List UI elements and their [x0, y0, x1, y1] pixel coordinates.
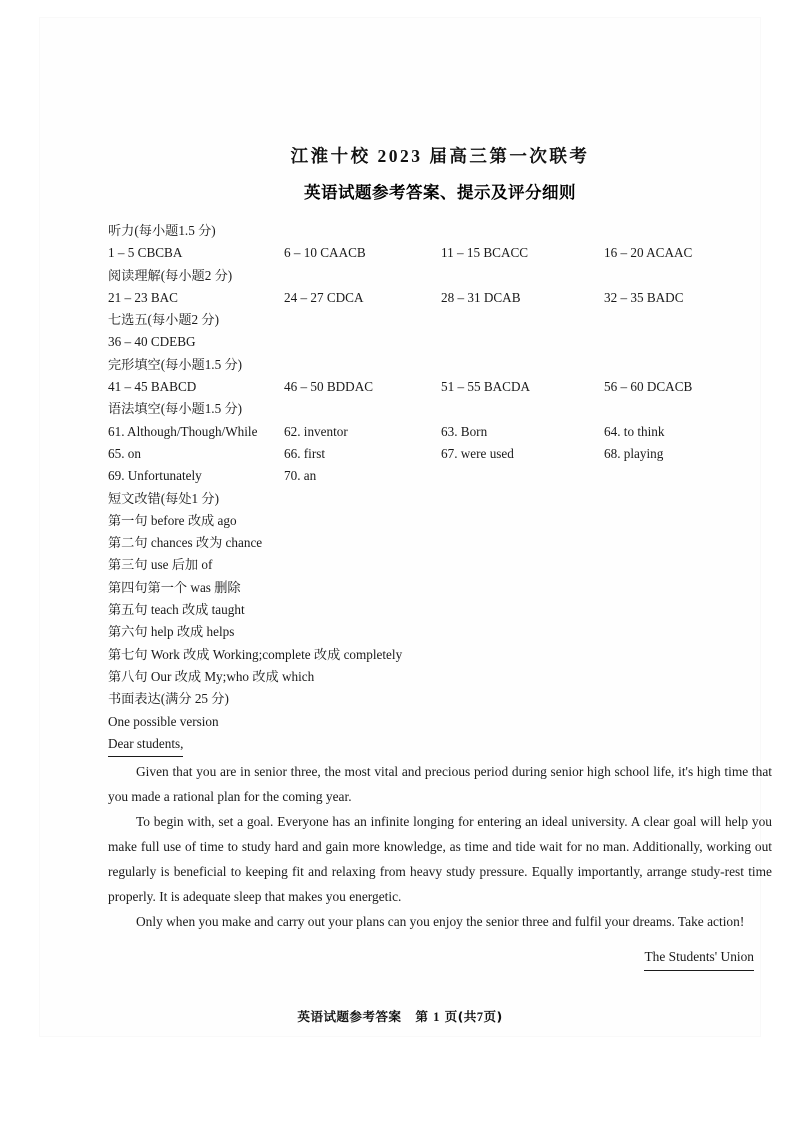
footer-total-pages: 7 [476, 1010, 484, 1024]
answer-cell: 61. Although/Though/While [108, 423, 258, 439]
answer-row-grammar-1 [108, 421, 772, 443]
answer-cell: 46 – 50 BDDAC [284, 379, 374, 395]
section-heading-listening: 听力(每小题1.5 分) [108, 223, 216, 238]
answer-row-cloze [108, 376, 772, 398]
answer-cell: 66. first [284, 445, 326, 461]
page-footer [40, 1006, 760, 1025]
answer-cell: 64. to think [604, 423, 665, 439]
answer-cell: 21 – 23 BAC [108, 289, 178, 305]
error-correction-item: 第四句第一个 was 删除 [108, 579, 241, 595]
footer-page-number: 1 [433, 1010, 440, 1024]
answer-cell: 24 – 27 CDCA [284, 289, 364, 305]
section-heading-writing: 书面表达(满分 25 分) [108, 691, 229, 707]
answer-cell: 16 – 20 ACAAC [604, 245, 693, 261]
section-heading-grammar-fill: 语法填空(每小题1.5 分) [108, 401, 243, 417]
writing-paragraph: Only when you make and carry out your plans can you enjoy the senior three and fulfil your dreams. Take action! [136, 914, 745, 930]
answer-cell: 63. Born [441, 423, 488, 439]
answer-cell: 70. an [284, 468, 317, 484]
answer-cell: 62. inventor [284, 423, 348, 439]
section-heading-error-correction: 短文改错(每处1 分) [108, 490, 219, 506]
writing-signature-wrap [108, 944, 772, 971]
section-heading-cloze: 完形填空(每小题1.5 分) [108, 356, 243, 372]
error-correction-item: 第八句 Our 改成 My;who 改成 which [108, 668, 315, 684]
answer-cell: 69. Unfortunately [108, 468, 202, 484]
answer-row-grammar-3 [108, 465, 772, 487]
footer-page-prefix: 第 [415, 1009, 429, 1024]
footer-page-suffix: 页(共 [444, 1009, 477, 1024]
page-title-main: 江淮十校 2023 届高三第一次联考 [290, 146, 590, 166]
answer-cell: 41 – 45 BABCD [108, 379, 197, 395]
error-correction-item: 第五句 teach 改成 taught [108, 602, 245, 618]
answer-cell: 56 – 60 DCACB [604, 379, 693, 395]
error-correction-item: 第二句 chances 改为 chance [108, 535, 263, 551]
document-body [108, 143, 772, 971]
writing-paragraph: To begin with, set a goal. Everyone has an infinite longing for entering an ideal university. A clear goal will help you make full use of time to study hard and gain more knowledge, as time and tide wait for no man. Additionally, working out regularly is beneficial to keeping fit and relaxing from heavy study pressure. Equally importantly, arrange study-rest time properly. It is adequate sleep that makes you energetic. [108, 814, 772, 905]
answer-cell: 11 – 15 BCACC [441, 245, 529, 261]
error-correction-item: 第七句 Work 改成 Working;complete 改成 completely [108, 646, 403, 662]
answer-cell: 36 – 40 CDEBG [108, 334, 196, 350]
error-correction-item: 第六句 help 改成 helps [108, 624, 235, 640]
footer-page-end: 页) [483, 1009, 503, 1024]
writing-version-label: One possible version [108, 713, 219, 729]
section-heading-reading: 阅读理解(每小题2 分) [108, 267, 233, 283]
error-correction-item: 第一句 before 改成 ago [108, 512, 237, 528]
writing-signature: The Students' Union [644, 944, 754, 971]
answer-row-listening [108, 242, 772, 264]
writing-paragraph: Given that you are in senior three, the most vital and precious period during senior high school life, it's high time that you made a rational plan for the coming year. [108, 764, 772, 805]
error-correction-item: 第三句 use 后加 of [108, 557, 213, 573]
answer-cell: 32 – 35 BADC [604, 289, 684, 305]
page-title-sub: 英语试题参考答案、提示及评分细则 [304, 183, 576, 202]
answer-cell: 51 – 55 BACDA [441, 379, 531, 395]
writing-salutation-wrap [108, 733, 772, 757]
answer-cell: 1 – 5 CBCBA [108, 245, 183, 261]
answer-cell: 28 – 31 DCAB [441, 289, 521, 305]
section-heading-seven-choose-five: 七选五(每小题2 分) [108, 312, 219, 328]
answer-cell: 6 – 10 CAACB [284, 245, 366, 261]
answer-cell: 67. were used [441, 445, 514, 461]
answer-cell: 68. playing [604, 445, 664, 461]
answer-row-seven-choose-five [108, 331, 772, 353]
page-sheet [40, 18, 772, 1036]
footer-label: 英语试题参考答案 [297, 1009, 402, 1024]
answer-cell: 65. on [108, 445, 141, 461]
writing-salutation: Dear students, [108, 733, 183, 757]
answer-row-reading [108, 287, 772, 309]
answer-row-grammar-2 [108, 443, 772, 465]
